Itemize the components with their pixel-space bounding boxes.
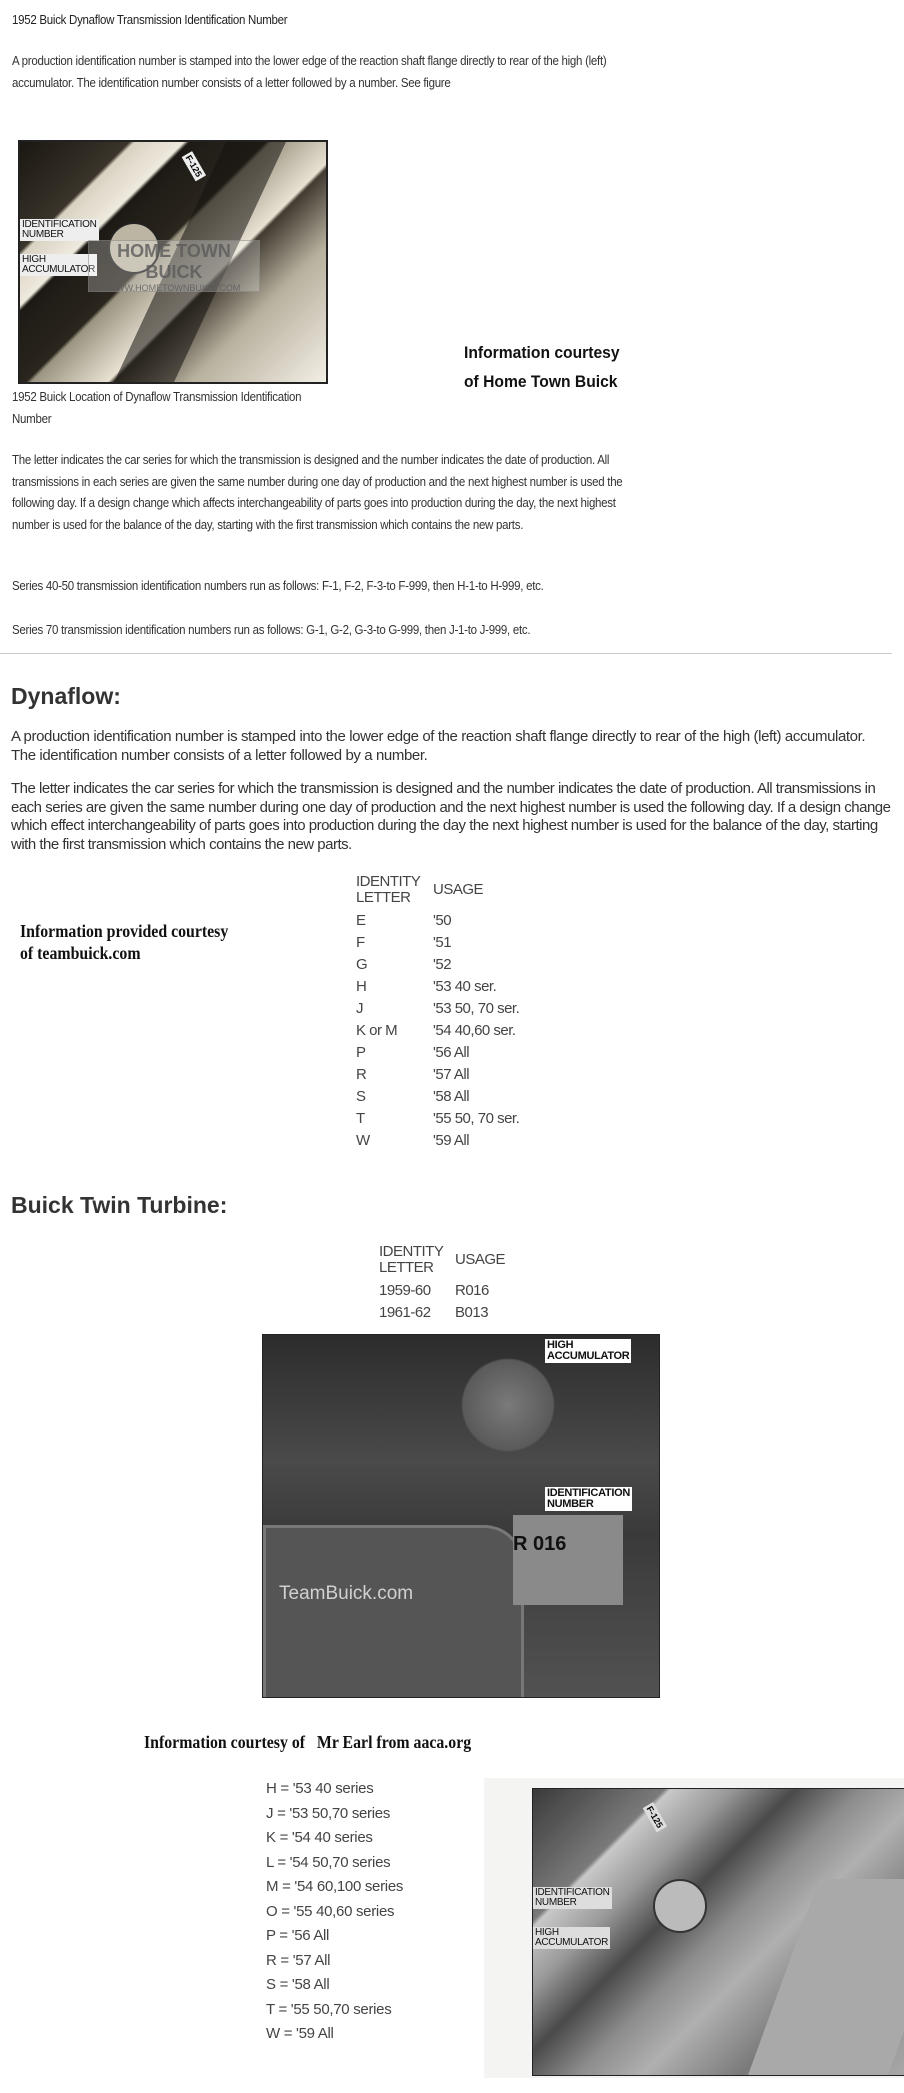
usage: '58 All — [433, 1088, 470, 1105]
usage: '51 — [433, 934, 452, 951]
aaca-credit: Information courtesy of Mr Earl from aaca.org — [144, 1732, 472, 1752]
list-item: W = '59 All — [266, 2025, 334, 2042]
dynaflow-para1: A production identification number is stamped into the lower edge of the reaction shaft flange directly to rear of the high (left) accumulator. The identification number consists of a letter followed by a number. — [11, 728, 866, 764]
identity-letter: 1959-60 — [379, 1282, 431, 1299]
teambuick-watermark: TeamBuick.com — [279, 1583, 414, 1604]
aaca-transmission-photo — [532, 1788, 904, 2076]
usage: '57 All — [433, 1066, 470, 1083]
list-item: M = '54 60,100 series — [266, 1878, 404, 1895]
list-item: L = '54 50,70 series — [266, 1853, 391, 1871]
table-row — [379, 1304, 505, 1326]
section-divider — [0, 653, 892, 654]
identity-letter: T — [356, 1110, 365, 1127]
identity-letter: W — [356, 1132, 370, 1149]
photo-panel — [747, 1879, 904, 2076]
series-70-text: Series 70 transmission identification numbers run as follows: G-1, G-2, G-3-to G-999, then J-1-to J-999, etc. — [12, 623, 531, 637]
identity-letter: H — [356, 978, 367, 995]
identity-letter: K or M — [356, 1022, 398, 1039]
usage: '52 — [433, 956, 452, 973]
table-row — [356, 1132, 519, 1154]
identity-letter: 1961-62 — [379, 1304, 431, 1321]
oil-pan — [263, 1525, 524, 1698]
table-row — [356, 912, 519, 934]
identity-letter: R — [356, 1066, 367, 1083]
accumulator-cap — [653, 1879, 707, 1933]
list-item: H = '53 40 series — [266, 1780, 374, 1797]
table-row — [356, 1044, 519, 1066]
table-row — [379, 1282, 505, 1304]
aaca-letter-list — [266, 1780, 403, 2050]
figure-label-accumulator: HIGH ACCUMULATOR — [22, 254, 96, 275]
identity-letter: E — [356, 912, 366, 929]
identity-letter: S — [356, 1088, 366, 1105]
figure-label-id: IDENTIFICATION NUMBER — [22, 219, 97, 240]
twin-turbine-table — [379, 1244, 505, 1326]
list-item: T = '55 50,70 series — [266, 2000, 392, 2018]
figure-label-accumulator: HIGH ACCUMULATOR — [535, 1927, 609, 1948]
list-item: O = '55 40,60 series — [266, 1902, 395, 1920]
usage: '56 All — [433, 1044, 470, 1061]
list-item: K = '54 40 series — [266, 1829, 373, 1846]
table-row — [356, 1110, 519, 1132]
usage: B013 — [455, 1304, 489, 1321]
usage: '54 40,60 ser. — [433, 1022, 516, 1039]
identity-letter: J — [356, 1000, 363, 1017]
table-row — [356, 934, 519, 956]
dynaflow-identity-table — [356, 874, 519, 1154]
dynaflow-para2: The letter indicates the car series for which the transmission is designed and the number indicates the date of production. All transmissions in each series are given the same number during one day of production and the next highest number is used the following day. If a design change which effect interchangeability of parts goes into production during the day the next highest number is used for the balance of the day, starting with the first transmission which contains the new parts. — [11, 780, 891, 853]
table-row — [356, 956, 519, 978]
usage: '53 50, 70 ser. — [433, 1000, 520, 1017]
usage: R016 — [455, 1282, 489, 1299]
identity-letter: G — [356, 956, 368, 973]
twin-turbine-photo — [262, 1334, 660, 1698]
home-town-buick-credit: Information courtesy of Home Town Buick — [464, 343, 620, 391]
table-row — [356, 978, 519, 1000]
identity-letter: P — [356, 1044, 366, 1061]
list-item: S = '58 All — [266, 1976, 330, 1993]
transmission-photo-1952 — [18, 140, 328, 384]
intro-paragraph: A production identification number is stamped into the lower edge of the reaction shaft flange directly to rear of the high (left) accumulator. The identification number consists of a letter followed by a number. See figure — [12, 54, 607, 90]
teambuick-credit: Information provided courtesy of teambuick.com — [20, 921, 229, 963]
page-title: 1952 Buick Dynaflow Transmission Identification Number — [12, 13, 288, 27]
table-row — [356, 1000, 519, 1022]
col-header-identity: IDENTITY LETTER — [379, 1243, 444, 1276]
watermark: HOME TOWN BUICK WWW.HOMETOWNBUICK.COM — [88, 240, 260, 292]
list-item: J = '53 50,70 series — [266, 1804, 391, 1822]
list-item: R = '57 All — [266, 1951, 331, 1969]
label-identification-number: IDENTIFICATION NUMBER — [547, 1487, 630, 1510]
housing — [513, 1515, 623, 1605]
table-row — [356, 1022, 519, 1044]
table-row — [356, 1088, 519, 1110]
usage: '59 All — [433, 1132, 470, 1149]
figure-caption: 1952 Buick Location of Dynaflow Transmission Identification Number — [12, 390, 302, 426]
label-high-accumulator: HIGH ACCUMULATOR — [547, 1339, 630, 1362]
col-header-usage: USAGE — [433, 881, 484, 898]
usage: '55 50, 70 ser. — [433, 1110, 520, 1127]
series-40-50-text: Series 40-50 transmission identification numbers run as follows: F-1, F-2, F-3-to F-999, then H-1-to H-999, etc. — [12, 579, 544, 593]
usage: '53 40 ser. — [433, 978, 497, 995]
stamp-r016: R 016 — [513, 1533, 567, 1555]
col-header-usage: USAGE — [455, 1251, 506, 1268]
list-item: P = '56 All — [266, 1927, 330, 1944]
twin-turbine-heading: Buick Twin Turbine: — [11, 1192, 228, 1218]
table-row — [356, 1066, 519, 1088]
stamp-label: F-125 — [182, 151, 206, 181]
figure-label-id: IDENTIFICATION NUMBER — [535, 1887, 610, 1908]
col-header-identity: IDENTITY LETTER — [356, 873, 421, 906]
body-paragraph: The letter indicates the car series for which the transmission is designed and the number indicates the date of production. All transmissions in each series are given the same number during one day of production and the next highest number is used the following day. If a design change which affects interchangeability of parts goes into production during the day, the next highest number is used for the balance of the day, starting with the first transmission which contains the new parts. — [12, 453, 623, 532]
identity-letter: F — [356, 934, 365, 951]
dynaflow-heading: Dynaflow: — [11, 683, 121, 709]
usage: '50 — [433, 912, 452, 929]
stamp-label: F-125 — [643, 1802, 667, 1832]
